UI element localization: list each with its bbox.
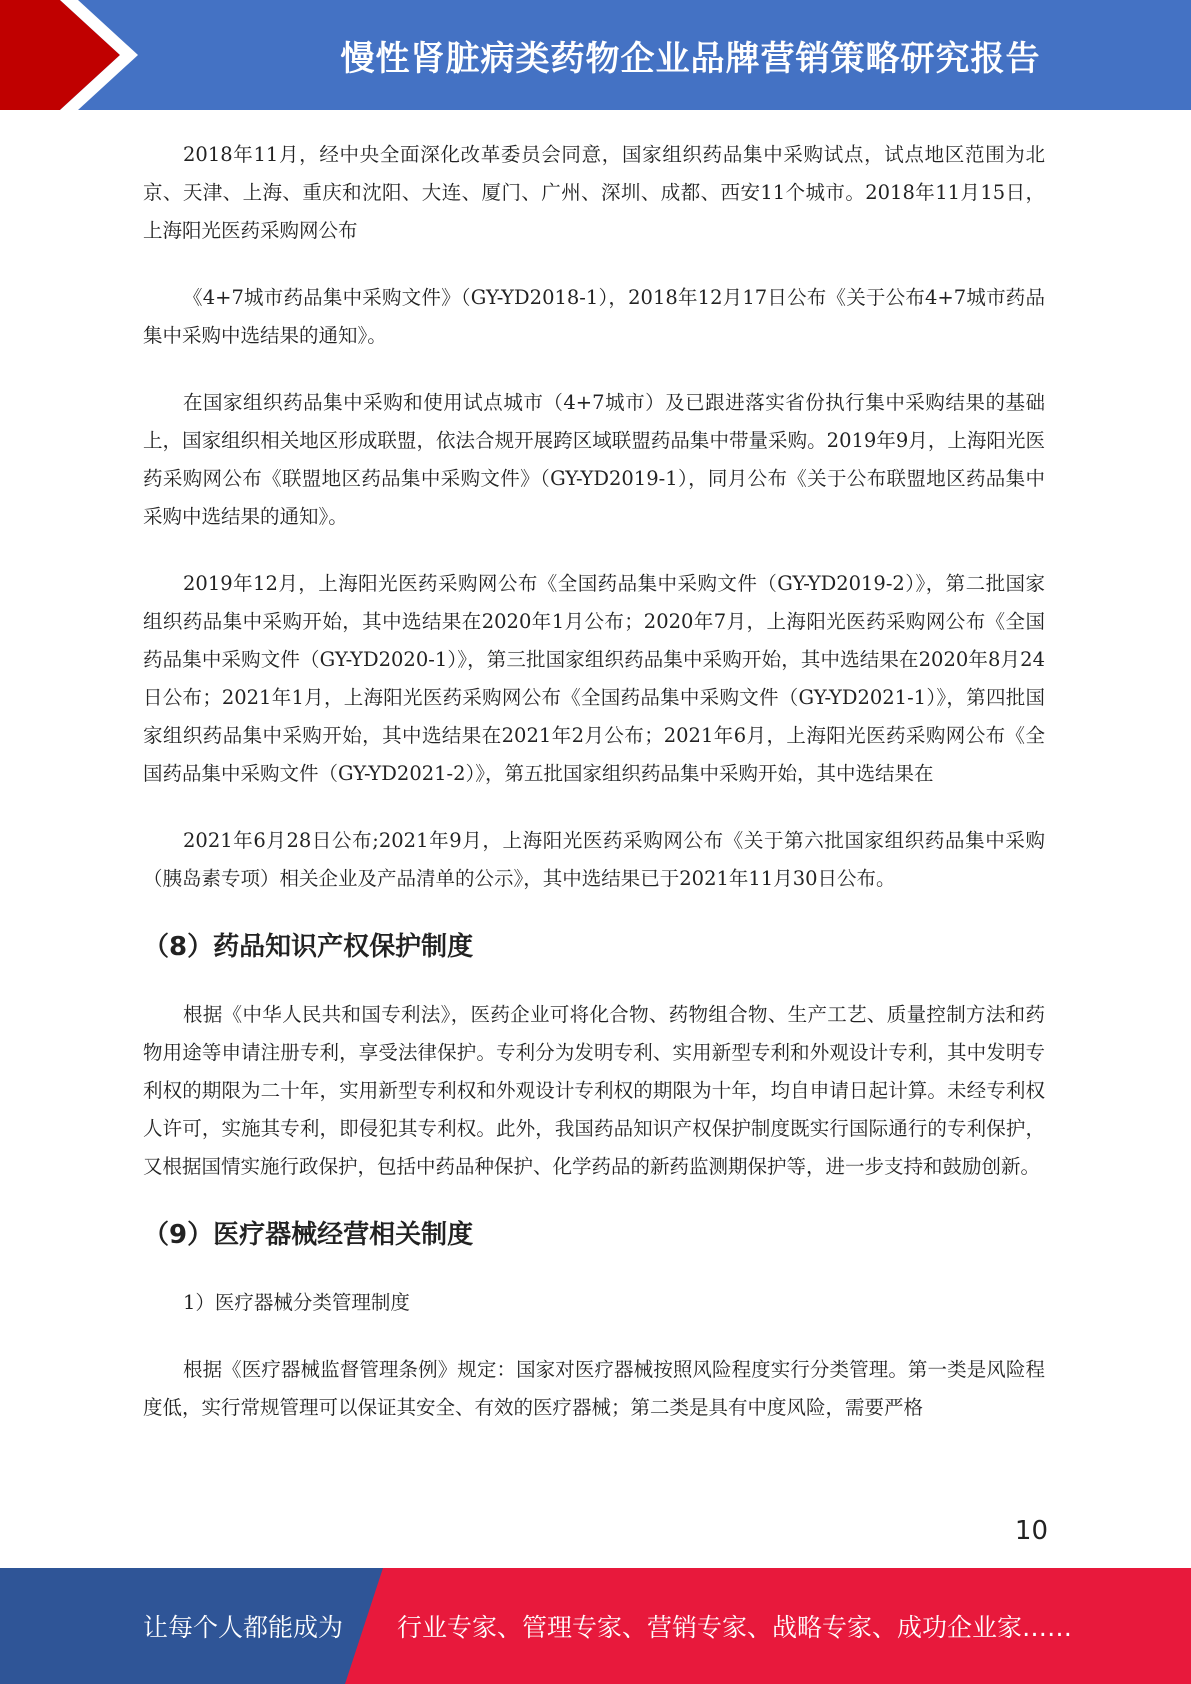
footer-slogan-left: 让每个人都能成为 [143, 1613, 344, 1642]
paragraph-1: 2018年11月，经中央全面深化改革委员会同意，国家组织药品集中采购试点，试点地区范围为北京、天津、上海、重庆和沈阳、大连、厦门、广州、深圳、成都、西安11个城市。2018年11月15日，上海阳光医药采购网公布 [143, 143, 1045, 242]
page-header [0, 0, 1191, 110]
paragraph-2: 《4+7城市药品集中采购文件》（GY-YD2018-1），2018年12月17日公布《关于公布4+7城市药品集中采购中选结果的通知》。 [143, 286, 1045, 347]
paragraph-5: 2021年6月28日公布;2021年9月，上海阳光医药采购网公布《关于第六批国家组织药品集中采购（胰岛素专项）相关企业及产品清单的公示》，其中选结果已于2021年11月30日公布。 [143, 829, 1045, 890]
paragraph-7: 1）医疗器械分类管理制度 [183, 1291, 410, 1314]
footer-slogan-right: 行业专家、管理专家、营销专家、战略专家、成功企业家…… [397, 1613, 1073, 1642]
paragraph-3: 在国家组织药品集中采购和使用试点城市（4+7城市）及已跟进落实省份执行集中采购结果的基础上，国家组织相关地区形成联盟，依法合规开展跨区域联盟药品集中带量采购。2019年9月，上海阳光医药采购网公布《联盟地区药品集中采购文件》（GY-YD2019-1），同月公布《关于公布联盟地区药品集中采购中选结果的通知》。 [143, 391, 1045, 528]
section-heading-9: （9）医疗器械经营相关制度 [143, 1220, 474, 1250]
paragraph-6: 根据《中华人民共和国专利法》，医药企业可将化合物、药物组合物、生产工艺、质量控制方法和药物用途等申请注册专利，享受法律保护。专利分为发明专利、实用新型专利和外观设计专利，其中发明专利权的期限为二十年，实用新型专利权和外观设计专利权的期限为十年，均自申请日起计算。未经专利权人许可，实施其专利，即侵犯其专利权。此外，我国药品知识产权保护制度既实行国际通行的专利保护，又根据国情实施行政保护，包括中药品种保护、化学药品的新药监测期保护等，进一步支持和鼓励创新。 [143, 1003, 1045, 1178]
paragraph-4: 2019年12月，上海阳光医药采购网公布《全国药品集中采购文件（GY-YD2019-2）》，第二批国家组织药品集中采购开始，其中选结果在2020年1月公布；2020年7月，上海阳光医药采购网公布《全国药品集中采购文件（GY-YD2020-1）》，第三批国家组织药品集中采购开始，其中选结果在2020年8月24日公布；2021年1月，上海阳光医药采购网公布《全国药品集中采购文件（GY-YD2021-1）》，第四批国家组织药品集中采购开始，其中选结果在2021年2月公布；2021年6月，上海阳光医药采购网公布《全国药品集中采购文件（GY-YD2021-2）》，第五批国家组织药品集中采购开始，其中选结果在 [143, 572, 1045, 785]
section-heading-8: （8）药品知识产权保护制度 [143, 932, 474, 962]
report-title: 慢性肾脏病类药物企业品牌营销策略研究报告 [340, 38, 1041, 79]
paragraph-8: 根据《医疗器械监督管理条例》规定：国家对医疗器械按照风险程度实行分类管理。第一类是风险程度低，实行常规管理可以保证其安全、有效的医疗器械；第二类是具有中度风险，需要严格 [143, 1358, 1045, 1419]
document-body [143, 136, 1045, 1456]
page-footer [0, 1568, 1191, 1684]
page-number: 10 [1014, 1516, 1048, 1546]
